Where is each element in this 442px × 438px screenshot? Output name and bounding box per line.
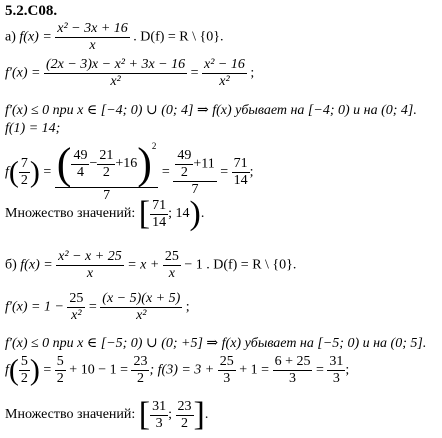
a-f-symbol: f <box>5 164 9 180</box>
a-d3: 2 <box>175 164 193 180</box>
a-derivative-den-2: x² <box>202 73 247 89</box>
b-end: ; <box>345 362 350 378</box>
b-fx-fraction-2 <box>163 250 181 281</box>
a-range-den: 14 <box>152 214 167 230</box>
b-fx-den: x <box>56 265 124 281</box>
b-part-label: б) <box>5 257 21 273</box>
b-f3: ; f(3) = 3 + <box>149 362 215 378</box>
b-derivative-end: ; <box>185 299 190 315</box>
a-derivative-num-2: x² − 16 <box>204 57 245 72</box>
a-range-label: Множество значений: <box>5 206 136 221</box>
a-value-at-7-2: f( $\frac{7}{2}$ ) = ( $\frac{49}{4}$ − $\frac{21}{2}$ +16)$^2$ 7 = $\frac{49}{2}$ +11 7 = $\frac{71}{14}$ ; <box>5 139 254 203</box>
a-big-fraction <box>55 139 159 203</box>
a-derivative-fraction-2 <box>202 58 247 89</box>
b-range: Множество значений: [ $\frac{31}{3}$ ; $\frac{23}{2}$ ]. <box>5 396 209 433</box>
b-derivative-fraction-2 <box>100 292 182 323</box>
b-range-den-1: 3 <box>150 415 168 431</box>
problem-heading: 5.2.C08. <box>5 3 58 19</box>
a-result-fraction <box>232 157 250 188</box>
a-den3: 7 <box>173 181 216 197</box>
b-n5: 31 <box>329 354 344 369</box>
b-eq-1: = <box>43 362 52 378</box>
b-n3: 25 <box>219 354 234 369</box>
a-plus11: +11 <box>193 156 215 171</box>
b-d1: 2 <box>56 371 64 386</box>
a-big-numerator: ( $\frac{49}{4}$ − $\frac{21}{2}$ +16)$^2$ <box>56 139 157 188</box>
a-arg-num: 7 <box>20 156 28 171</box>
b-range-num-1: 31 <box>152 398 167 414</box>
a-fx-numerator: x² − 3x + 16 <box>57 21 128 36</box>
a-fx: f(x) = <box>19 29 52 45</box>
a-n1: 49 <box>73 147 88 163</box>
b-arg-den: 2 <box>20 371 28 386</box>
b-n1: 5 <box>56 354 64 369</box>
b-range-end: . <box>204 407 209 422</box>
a-eq-2: = <box>161 164 170 180</box>
b-range-label: Множество значений: <box>5 407 136 422</box>
b-d4: 3 <box>273 370 313 386</box>
b-d5: 3 <box>327 370 345 386</box>
b-range-num-2: 23 <box>177 398 192 414</box>
a-domain: . D(f) = R \ {0}. <box>133 29 224 45</box>
b-values: f( $\frac{5}{2}$ ) = $\frac{5}{2}$ + 10 − 1 = $\frac{23}{2}$ ; f(3) = 3 + $\frac{25}{3}$ + 1 = $\frac{6 + 25}{3}$ = $\frac{31}{3}$ ; <box>5 353 350 387</box>
b-fx-fraction <box>56 250 124 281</box>
b-arg-num: 5 <box>20 354 28 369</box>
a-value-at-1: f(1) = 14; <box>5 121 61 136</box>
b-mid: + 10 − 1 = <box>69 362 128 378</box>
a-part-label: а) <box>5 29 20 45</box>
b-derivative-den-2: x² <box>100 307 182 323</box>
b-derivative-fraction-1 <box>67 292 85 323</box>
a-n2: 21 <box>99 147 114 163</box>
a-eq-3: = <box>220 164 229 180</box>
a-d2: 2 <box>97 164 115 180</box>
b-derivative-label: f′(x) = 1 − <box>5 299 64 315</box>
b-fx-num: x² − x + 25 <box>58 249 122 264</box>
b-domain: − 1 . D(f) = R \ {0}. <box>184 257 297 273</box>
b-fx: f(x) = <box>20 257 53 273</box>
b-d3: 3 <box>218 370 236 386</box>
b-derivative-num-1: 25 <box>69 291 84 306</box>
a-derivative-equals: = <box>190 65 199 81</box>
b-fx-num-2: 25 <box>164 249 179 264</box>
a-range: Множество значений: [ $\frac{71}{14}$ ; 14). <box>5 195 205 232</box>
a-n4: 71 <box>233 156 248 171</box>
a-fx-fraction <box>55 22 130 53</box>
b-derivative <box>5 292 190 323</box>
a-monotonicity: f′(x) ≤ 0 при x ∈ [−4; 0) ∪ (0; 4] ⇒ f(x) убывает на [−4; 0) и на (0; 4]. <box>5 103 417 118</box>
a-end: ; <box>249 164 254 180</box>
a-range-tail: ; 14 <box>168 206 190 221</box>
a-derivative-den-1: x² <box>44 73 187 89</box>
b-range-sep: ; <box>168 407 173 422</box>
b-plus1: + 1 = <box>239 362 270 378</box>
a-derivative-end: ; <box>250 65 255 81</box>
a-range-num: 71 <box>152 197 167 213</box>
a-arg-den: 2 <box>20 173 28 188</box>
a-range-end: . <box>200 206 205 221</box>
b-monotonicity: f′(x) ≤ 0 при x ∈ [−5; 0) ∪ (0; +5] ⇒ f(x) убывает на [−5; 0) и на (0; 5]. <box>5 336 427 351</box>
b-n4: 6 + 25 <box>274 354 311 369</box>
b-d2: 2 <box>131 370 149 386</box>
a-derivative <box>5 58 254 89</box>
a-square: 2 <box>151 141 157 151</box>
a-n3: 49 <box>177 147 192 163</box>
a-derivative-num-1: (2x − 3)x − x² + 3x − 16 <box>45 57 186 72</box>
a-d1: 4 <box>71 164 89 180</box>
b-derivative-equals: = <box>88 299 97 315</box>
b-f-symbol: f <box>5 362 9 378</box>
b-range-den-2: 2 <box>176 415 194 431</box>
a-derivative-label: f′(x) = <box>5 65 41 81</box>
a-d4: 14 <box>233 173 248 188</box>
b-derivative-num-2: (x − 5)(x + 5) <box>102 291 181 306</box>
b-fx-den-2: x <box>163 265 181 281</box>
b-derivative-den-1: x² <box>67 307 85 323</box>
a-big-den: 7 <box>55 187 159 203</box>
a-arg-fraction <box>19 157 30 188</box>
b-n2: 23 <box>133 354 148 369</box>
a-second-fraction <box>173 149 216 197</box>
a-function-definition <box>5 22 223 53</box>
a-fx-denominator: x <box>55 37 130 53</box>
a-minus: − <box>89 156 98 171</box>
b-eq: = x + <box>127 257 160 273</box>
b-function-definition <box>5 250 296 281</box>
b-eq-2: = <box>315 362 324 378</box>
a-derivative-fraction-1 <box>44 58 187 89</box>
a-eq-1: = <box>43 164 52 180</box>
a-plus16: +16 <box>115 156 138 171</box>
